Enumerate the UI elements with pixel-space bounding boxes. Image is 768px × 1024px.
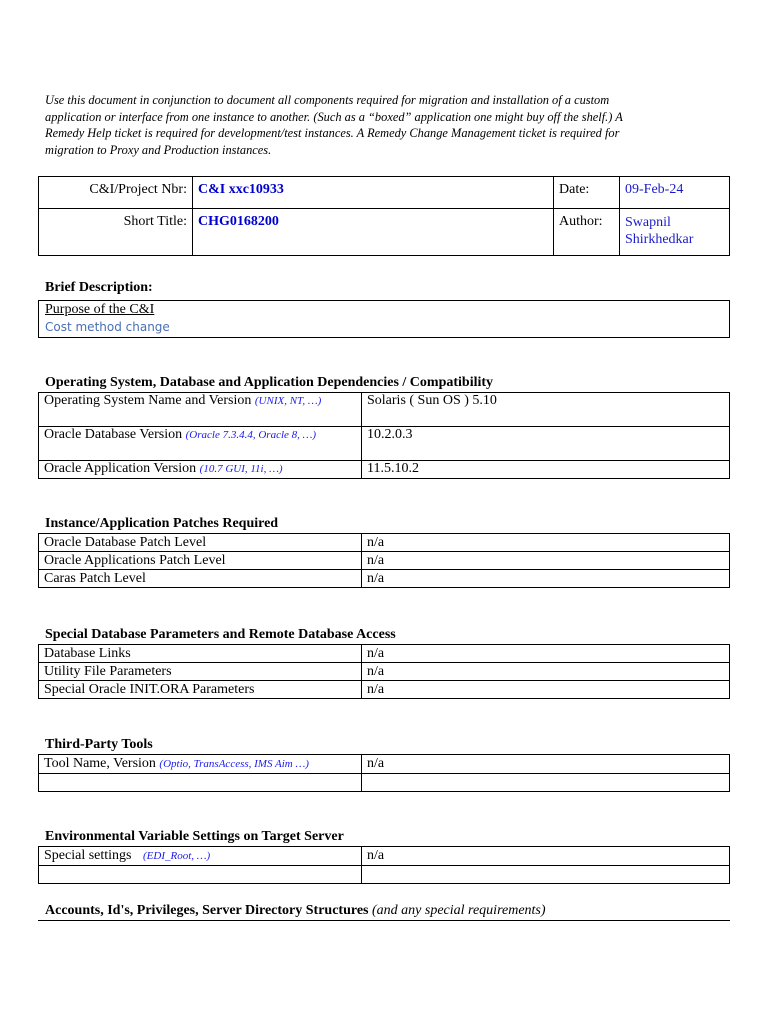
intro-line: Remedy Help ticket is required for development/test instances. A Remedy Change Management ticket is required for [45,126,620,140]
third-party-title: Third-Party Tools [45,737,153,752]
purpose-box [38,300,730,338]
db-version-hint: (Oracle 7.3.4.4, Oracle 8, …) [185,429,317,441]
project-number-value: C&I xxc10933 [193,177,554,209]
db-params-table [38,644,730,699]
author-value [620,209,730,256]
patches-table [38,533,730,588]
db-version-cell [39,427,362,461]
app-version-hint: (10.7 GUI, 11i, …) [199,463,283,475]
intro-paragraph [45,92,720,158]
special-settings-cell [39,847,362,866]
tool-name-value: n/a [362,755,730,774]
tool-name-hint: (Optio, TransAccess, IMS Aim …) [159,758,309,770]
special-settings-value: n/a [362,847,730,866]
table-row-label: Oracle Applications Patch Level [39,552,362,570]
author-label: Author: [554,209,620,256]
empty-cell [362,866,730,884]
author-last-name: Shirkhedkar [625,232,694,247]
dependencies-table [38,392,730,479]
os-version-cell [39,393,362,427]
brief-description-title: Brief Description: [45,280,153,295]
table-row-value: n/a [362,663,730,681]
table-row-value: n/a [362,681,730,699]
purpose-value: Cost method change [45,320,170,334]
os-version-hint: (UNIX, NT, …) [254,395,322,407]
accounts-title-bold: Accounts, Id's, Privileges, Server Directory Structures [45,903,369,918]
tool-name-cell [39,755,362,774]
empty-cell [39,866,362,884]
app-version-cell [39,461,362,479]
divider [38,920,730,921]
db-version-label: Oracle Database Version [44,427,183,442]
empty-cell [362,774,730,792]
special-settings-label: Special settings [44,848,132,863]
dependencies-title: Operating System, Database and Application Dependencies / Compatibility [45,375,494,390]
table-row-label: Database Links [39,645,362,663]
short-title-label: Short Title: [39,209,193,256]
table-row-value: n/a [362,534,730,552]
accounts-title [45,903,546,919]
empty-cell [39,774,362,792]
table-row-value: n/a [362,552,730,570]
db-params-title: Special Database Parameters and Remote Database Access [45,627,396,642]
app-version-value: 11.5.10.2 [362,461,730,479]
intro-line: migration to Proxy and Production instances. [45,142,272,157]
table-row-value: n/a [362,570,730,588]
tool-name-label: Tool Name, Version [44,756,156,771]
table-row-label: Oracle Database Patch Level [39,534,362,552]
app-version-label: Oracle Application Version [44,461,197,476]
header-table [38,176,730,256]
table-row-value: n/a [362,645,730,663]
table-row-label: Special Oracle INIT.ORA Parameters [39,681,362,699]
intro-line: Use this document in conjunction to document all components required for migration and installation of a custom [45,93,610,107]
short-title-value: CHG0168200 [193,209,554,256]
accounts-title-note: (and any special requirements) [372,903,546,918]
patches-title: Instance/Application Patches Required [45,516,279,531]
os-version-label: Operating System Name and Version [44,393,252,408]
env-vars-title: Environmental Variable Settings on Target Server [45,829,344,844]
date-value: 09-Feb-24 [620,177,730,209]
date-label: Date: [554,177,620,209]
third-party-table [38,754,730,792]
db-version-value: 10.2.0.3 [362,427,730,461]
table-row-label: Utility File Parameters [39,663,362,681]
author-first-name: Swapnil [625,215,671,230]
project-number-label: C&I/Project Nbr: [39,177,193,209]
env-vars-table [38,846,730,884]
purpose-label: Purpose of the C&I [45,302,155,317]
os-version-value: Solaris ( Sun OS ) 5.10 [362,393,730,427]
intro-line: application or interface from one instance to another. (Such as a “boxed” application one might buy off the shelf.) A [45,109,623,124]
table-row-label: Caras Patch Level [39,570,362,588]
special-settings-hint: (EDI_Root, …) [143,850,211,862]
